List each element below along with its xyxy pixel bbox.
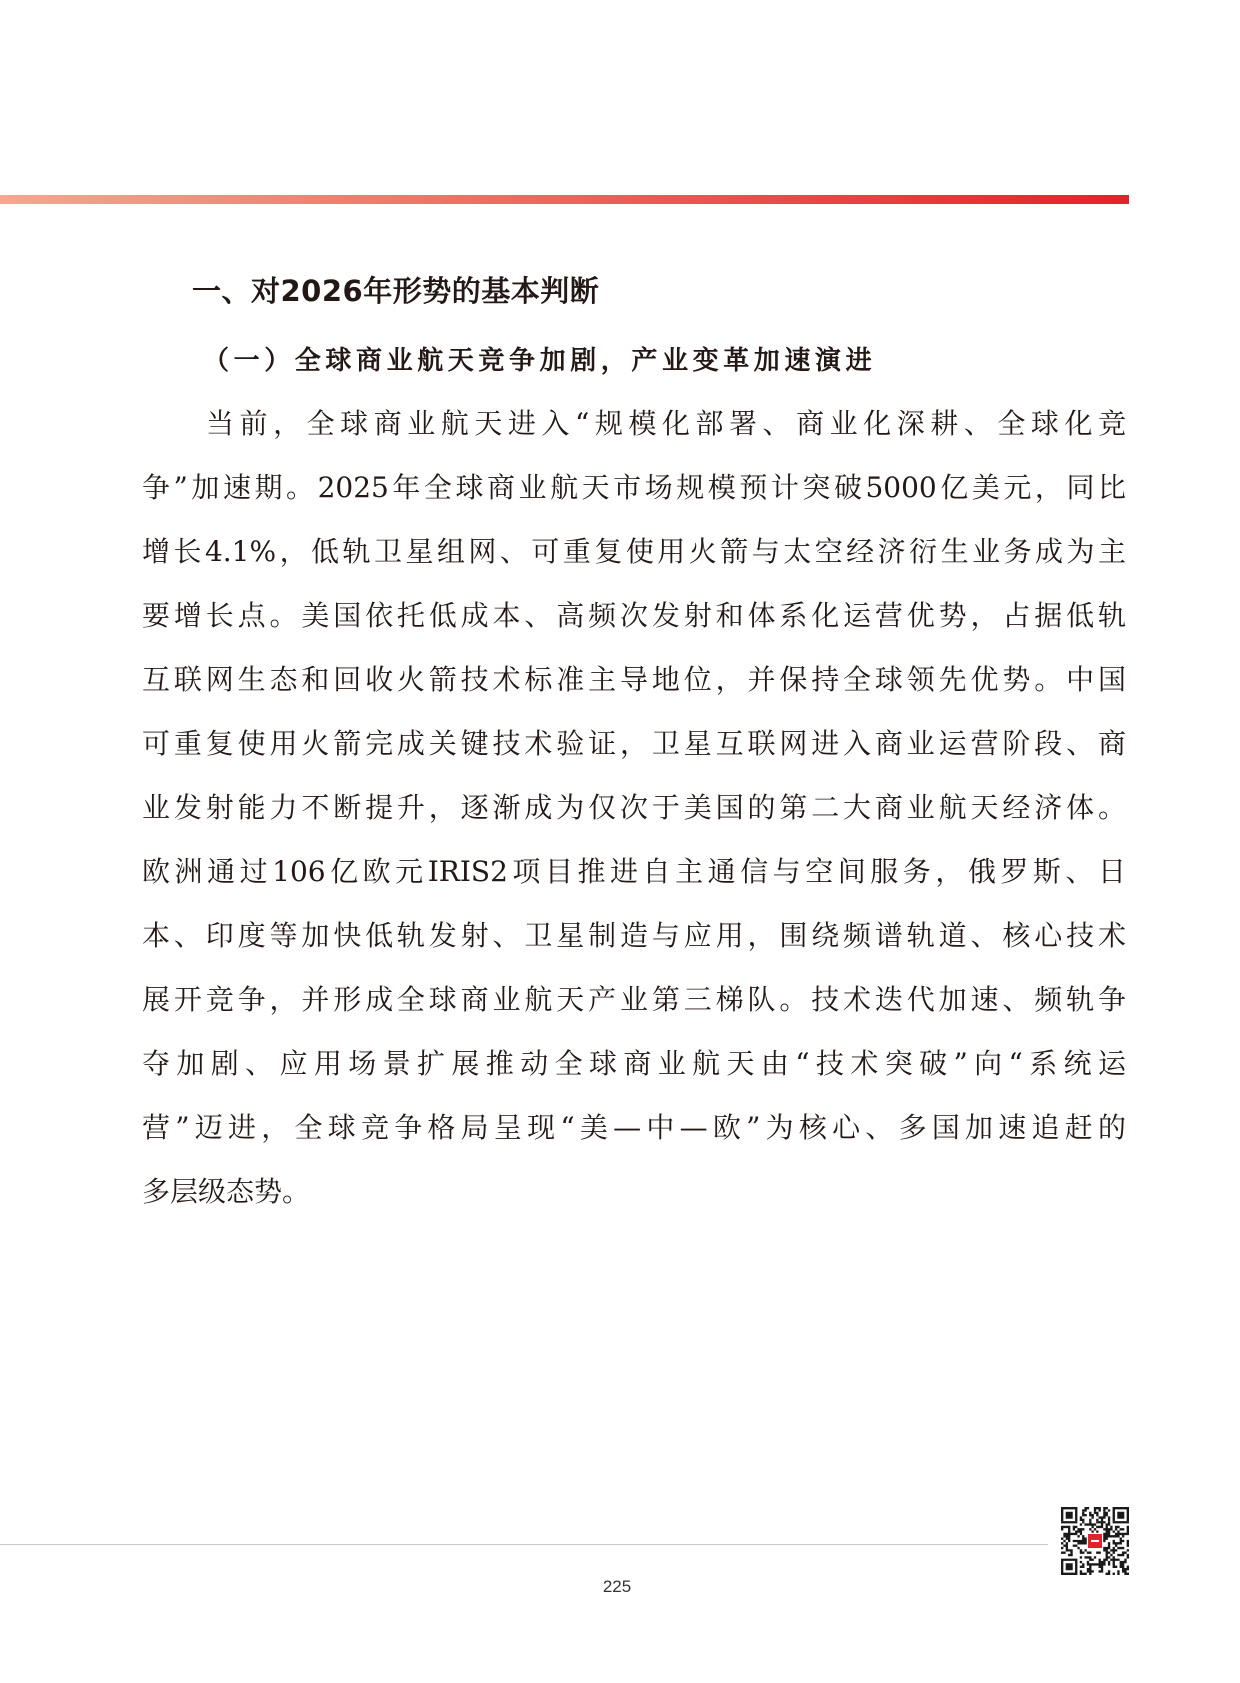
paragraph-line: 争”加速期。2025年全球商业航天市场规模预计突破5000亿美元，同比 bbox=[142, 471, 1126, 504]
paragraph-line: 营”迈进，全球竞争格局呈现“美—中—欧”为核心、多国加速追赶的 bbox=[142, 1111, 1126, 1144]
footer-divider bbox=[0, 1544, 1048, 1545]
subsection-heading: （一）全球商业航天竞争加剧，产业变革加速演进 bbox=[203, 346, 877, 376]
paragraph-line: 可重复使用火箭完成关键技术验证，卫星互联网进入商业运营阶段、商 bbox=[142, 727, 1126, 760]
paragraph-line: 业发射能力不断提升，逐渐成为仅次于美国的第二大商业航天经济体。 bbox=[142, 791, 1126, 824]
paragraph-line: 互联网生态和回收火箭技术标准主导地位，并保持全球领先优势。中国 bbox=[142, 663, 1126, 696]
body-paragraph bbox=[142, 392, 1126, 1224]
paragraph-line: 展开竞争，并形成全球商业航天产业第三梯队。技术迭代加速、频轨争 bbox=[142, 983, 1126, 1016]
paragraph-line: 多层级态势。 bbox=[142, 1175, 311, 1208]
section-heading: 一、对2026年形势的基本判断 bbox=[192, 274, 600, 308]
qr-center-logo-mark bbox=[1091, 1540, 1099, 1542]
qr-code-icon[interactable] bbox=[1061, 1507, 1129, 1575]
paragraph-line: 当前，全球商业航天进入“规模化部署、商业化深耕、全球化竞 bbox=[206, 407, 1126, 440]
paragraph-line: 本、印度等加快低轨发射、卫星制造与应用，围绕频谱轨道、核心技术 bbox=[142, 919, 1126, 952]
paragraph-line: 增长4.1%，低轨卫星组网、可重复使用火箭与太空经济衍生业务成为主 bbox=[142, 535, 1126, 568]
paragraph-line: 欧洲通过106亿欧元IRIS2项目推进自主通信与空间服务，俄罗斯、日 bbox=[142, 855, 1126, 888]
page-number: 225 bbox=[602, 1577, 632, 1596]
paragraph-line: 要增长点。美国依托低成本、高频次发射和体系化运营优势，占据低轨 bbox=[142, 599, 1126, 632]
header-accent-bar bbox=[0, 195, 1129, 204]
paragraph-line: 夺加剧、应用场景扩展推动全球商业航天由“技术突破”向“系统运 bbox=[142, 1047, 1126, 1080]
